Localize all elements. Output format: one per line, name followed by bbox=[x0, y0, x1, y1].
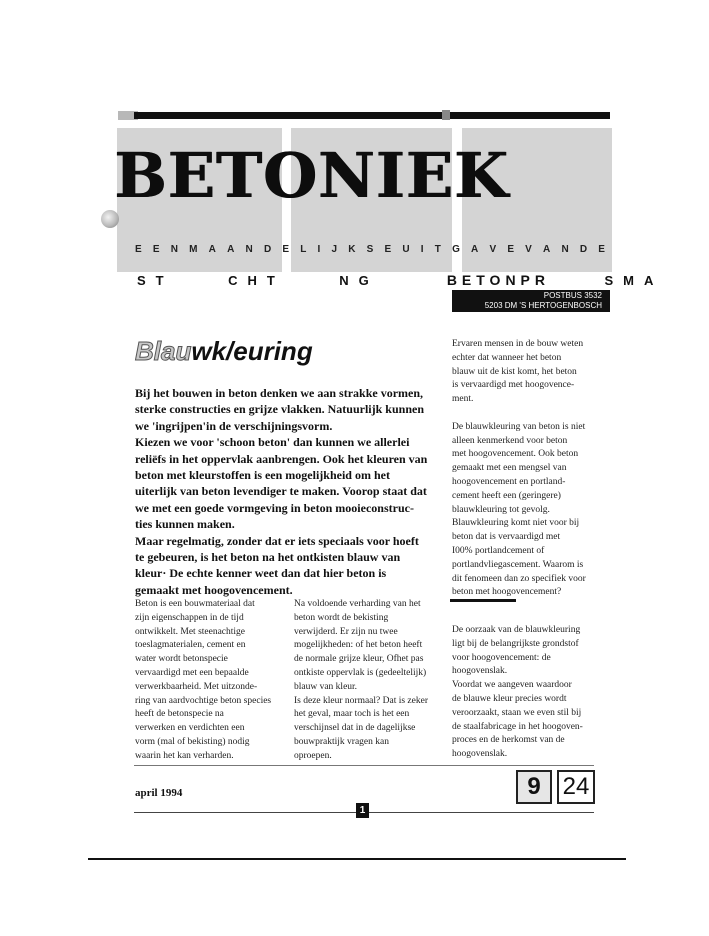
lead-line: sterke constructies en grijze vlakken. Natuurlijk kunnen bbox=[135, 402, 424, 417]
subtitle-letter: A bbox=[543, 244, 551, 255]
masthead-rule-marker bbox=[442, 110, 450, 120]
text-line: hoogovenslak. bbox=[452, 666, 508, 677]
lead-line: Bij het bouwen in beton denken we aan strakke vormen, bbox=[135, 386, 424, 400]
lead-line: gemaakt met hoogovencement. bbox=[135, 582, 293, 597]
text-line: vorm (mal of bekisting) nodig bbox=[135, 736, 250, 747]
text-line: heeft de betonspecie na bbox=[135, 709, 224, 720]
text-line: blauwkleuring tot gevolg. bbox=[452, 504, 550, 515]
text-line: voor hoogovencement: de bbox=[452, 652, 551, 663]
text-line: Voordat we aangeven waardoor bbox=[452, 680, 572, 691]
address-line: POSTBUS 3532 bbox=[543, 291, 602, 300]
subtitle-letter: D bbox=[263, 244, 272, 255]
footer-rule-top bbox=[134, 765, 594, 766]
subtitle-letter: E bbox=[507, 244, 514, 255]
subtitle-letter: N bbox=[561, 244, 569, 255]
page-bottom-rule bbox=[88, 858, 626, 860]
masthead-rule bbox=[134, 112, 610, 119]
publisher-line bbox=[137, 272, 664, 288]
text-line: verwerkbaarheid. Met uitzonde- bbox=[135, 681, 258, 692]
address-box bbox=[452, 290, 610, 312]
publisher-part: CHT bbox=[228, 273, 285, 288]
text-line: het geval, maar toch is het een bbox=[294, 709, 410, 720]
text-line: de blauwe kleur precies wordt bbox=[452, 693, 567, 704]
issue-date: april 1994 bbox=[135, 787, 183, 799]
subtitle-letter: E bbox=[135, 244, 142, 255]
right-column-bottom bbox=[452, 624, 612, 762]
text-line: hoogovencement en portland- bbox=[452, 476, 566, 487]
article-lead bbox=[135, 385, 431, 598]
text-line: Ervaren mensen in de bouw weten bbox=[452, 339, 584, 349]
text-line: dit fenomeen dan zo specifiek voor bbox=[452, 573, 586, 584]
punch-hole-icon bbox=[101, 210, 119, 228]
text-line: waarin het kan verharden. bbox=[135, 750, 234, 761]
lead-line: beton met kleurstoffen is een mogelijkheid om het bbox=[135, 468, 390, 483]
subtitle-letter: M bbox=[189, 244, 198, 255]
text-line: gemaakt met een mengsel van bbox=[452, 463, 567, 474]
subtitle-letter: E bbox=[598, 244, 605, 255]
text-line: de staalfabricage in het hoogoven- bbox=[452, 721, 583, 732]
text-line: Na voldoende verharding van het bbox=[294, 599, 421, 609]
subtitle-letter: L bbox=[300, 244, 307, 255]
subtitle-letter: T bbox=[434, 244, 441, 255]
text-line: met hoogovencement. Ook beton bbox=[452, 449, 579, 460]
text-line: ontwikkelt. Met steenachtige bbox=[135, 626, 246, 637]
text-line: verwijderd. Er zijn nu twee bbox=[294, 626, 398, 637]
lead-line: Maar regelmatig, zonder dat er iets speciaals voor hoeft bbox=[135, 533, 419, 548]
headline-rest-part: wk/euring bbox=[191, 336, 313, 366]
text-line: blauw uit de kist komt, het beton bbox=[452, 366, 577, 377]
text-line: cement heeft een (geringere) bbox=[452, 490, 561, 501]
publisher-part: SMA bbox=[604, 273, 664, 288]
subtitle-letter: E bbox=[282, 244, 290, 255]
text-line: ontkiste oppervlak is (gedeeltelijk) bbox=[294, 667, 427, 678]
lead-line: kleur· De echte kenner weet dan dat hier beton is bbox=[135, 566, 387, 581]
column-divider-rule bbox=[450, 599, 516, 602]
address-line: 5203 DM 'S HERTOGENBOSCH bbox=[484, 301, 602, 310]
lead-line: we 'ingrijpen'in de verschijningsvorm. bbox=[135, 418, 333, 433]
text-line: portlandvliegascement. Waarom is bbox=[452, 559, 584, 570]
text-line: is vervaardigd met hoogovence- bbox=[452, 380, 575, 391]
right-column-top bbox=[452, 338, 612, 600]
subtitle-letter: A bbox=[227, 244, 235, 255]
lead-line: Kiezen we voor 'schoon beton' dan kunnen we allerlei bbox=[135, 435, 410, 450]
subtitle-letter: G bbox=[452, 244, 460, 255]
subtitle-letter: S bbox=[366, 244, 374, 255]
text-line: bouwpraktijk vragen kan bbox=[294, 736, 389, 747]
headline-outline-part: Blau bbox=[135, 336, 192, 366]
subtitle-letter: A bbox=[471, 244, 479, 255]
text-line: zijn eigenschappen in de tijd bbox=[135, 612, 244, 623]
subtitle-letter: U bbox=[402, 244, 410, 255]
subtitle-letter: N bbox=[170, 244, 178, 255]
text-line: alleen kenmerkend voor beton bbox=[452, 435, 568, 446]
text-line: beton wordt de bekisting bbox=[294, 612, 389, 623]
subtitle-letter: A bbox=[208, 244, 216, 255]
text-line: De oorzaak van de blauwkleuring bbox=[452, 625, 581, 635]
body-column-left bbox=[135, 598, 283, 764]
text-line: verwerken en verdichten een bbox=[135, 723, 245, 734]
publisher-part: BETONPR bbox=[446, 272, 551, 288]
subtitle-letter: I bbox=[317, 244, 321, 255]
masthead-title: BETONIEK bbox=[114, 144, 509, 208]
publisher-part: ST bbox=[137, 273, 174, 288]
text-line: Beton is een bouwmateriaal dat bbox=[135, 599, 255, 609]
article-headline bbox=[135, 336, 313, 368]
page-number: 1 bbox=[356, 803, 369, 818]
text-line: toeslagmaterialen, cement en bbox=[135, 640, 246, 651]
subtitle-letter: J bbox=[331, 244, 338, 255]
publisher-part: NG bbox=[339, 273, 379, 288]
text-line: verschijnsel dat in de dagelijkse bbox=[294, 723, 416, 734]
masthead-subtitle bbox=[135, 244, 605, 258]
subtitle-letter: N bbox=[245, 244, 253, 255]
subtitle-letter: V bbox=[525, 244, 532, 255]
text-line: De blauwkleuring van beton is niet bbox=[452, 421, 586, 432]
text-line: ligt bij de belangrijkste grondstof bbox=[452, 638, 579, 649]
lead-line: te gebeuren, is het beton na het ontkisten blauw van bbox=[135, 550, 401, 565]
subtitle-letter: K bbox=[348, 244, 356, 255]
subtitle-letter: D bbox=[579, 244, 588, 255]
body-column-center bbox=[294, 598, 442, 764]
text-line: de normale grijze kleur, Ofhet pas bbox=[294, 654, 424, 665]
text-line bbox=[452, 407, 612, 421]
text-line: Is deze kleur normaal? Dat is zeker bbox=[294, 695, 428, 706]
lead-line: uiterlijk van beton levendiger te maken. Voorop staat dat bbox=[135, 484, 427, 499]
text-line: hoogovenslak. bbox=[452, 749, 508, 760]
text-line: blauw van kleur. bbox=[294, 681, 358, 692]
text-line: vervaardigd met een bepaalde bbox=[135, 667, 249, 678]
volume-number-box: 24 bbox=[557, 770, 595, 804]
text-line: veroorzaakt, staan we even stil bij bbox=[452, 707, 582, 718]
issue-number-box: 9 bbox=[516, 770, 552, 804]
text-line: beton met hoogovencement? bbox=[452, 587, 562, 598]
lead-line: ties kunnen maken. bbox=[135, 517, 235, 532]
subtitle-letter: V bbox=[489, 244, 497, 255]
lead-line: reliëfs in het oppervlak aanbrengen. Ook het kleuren van bbox=[135, 451, 428, 466]
text-line: beton dat is vervaardigd met bbox=[452, 532, 561, 543]
subtitle-letter: E bbox=[152, 244, 160, 255]
text-line: I00% portlandcement of bbox=[452, 545, 545, 556]
text-line: ring van aardvochtige beton species bbox=[135, 695, 272, 706]
text-line: echter dat wanneer het beton bbox=[452, 352, 562, 363]
text-line: water wordt betonspecie bbox=[135, 654, 228, 665]
lead-line: we met een goede vormgeving in beton mooieconstruc- bbox=[135, 500, 414, 515]
text-line: Blauwkleuring komt niet voor bij bbox=[452, 518, 580, 529]
text-line: ment. bbox=[452, 394, 474, 405]
text-line: oproepen. bbox=[294, 750, 332, 761]
text-line: mogelijkheden: of het beton heeft bbox=[294, 640, 423, 651]
subtitle-letter: I bbox=[420, 244, 424, 255]
subtitle-letter: E bbox=[384, 244, 392, 255]
text-line: proces en de herkomst van de bbox=[452, 735, 565, 746]
